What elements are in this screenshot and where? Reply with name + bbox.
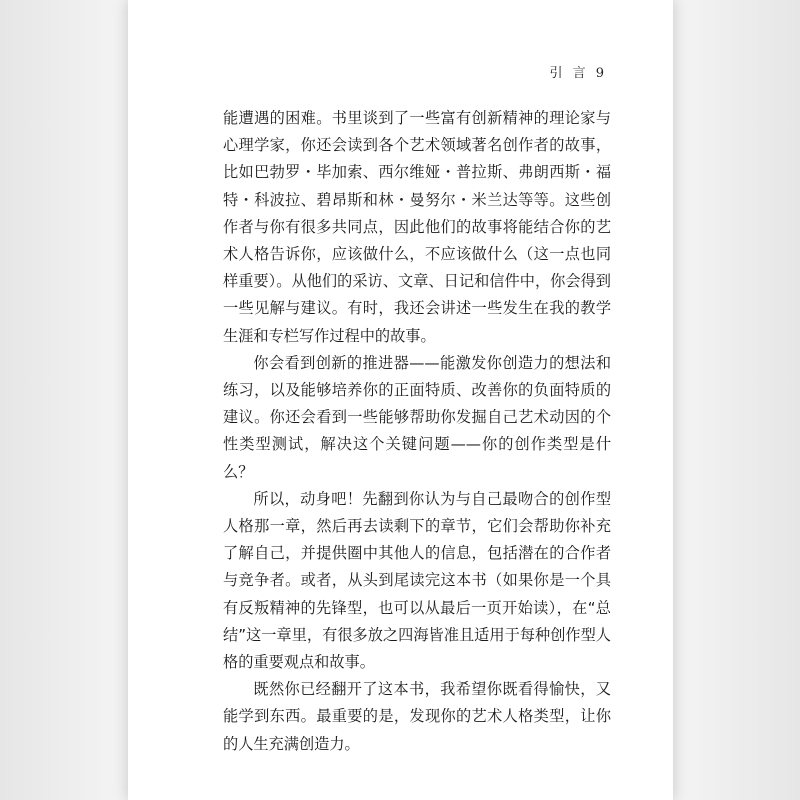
paragraph-3: 所以，动身吧！先翻到你认为与自己最吻合的创作型人格那一章，然后再去读剩下的章节，它们会帮助你补充了解自己，并提供圈中其他人的信息，包括潜在的合作者与竞争者。或者，从头到尾读完这本书（如果你是一个具有反叛精神的先锋型，也可以从最后一页开始读），在“总结”这一章里，有很多放之四海皆准且适用于每种创作型人格的重要观点和故事。 bbox=[223, 489, 611, 672]
paragraph-1: 能遭遇的困难。书里谈到了一些富有创新精神的理论家与心理学家，你还会读到各个艺术领域著名创作者的故事，比如巴勃罗・毕加索、西尔维娅・普拉斯、弗朗西斯・福特・科波拉、碧昂斯和林・曼努尔・米兰达等等。这些创作者与你有很多共同点，因此他们的故事将能结合你的艺术人格告诉你，应该做什么，不应该做什么（这一点也同样重要）。从他们的采访、文章、日记和信件中，你会得到一些见解与建议。有时，我还会讲述一些发生在我的教学生涯和专栏写作过程中的故事。 bbox=[223, 109, 611, 345]
book-page bbox=[128, 0, 673, 800]
body-text bbox=[223, 105, 611, 758]
running-header: 引 言 9 bbox=[549, 66, 607, 81]
paragraph-4: 既然你已经翻开了这本书，我希望你既看得愉快，又能学到东西。最重要的是，发现你的艺术人格类型，让你的人生充满创造力。 bbox=[223, 680, 611, 753]
paragraph-2: 你会看到创新的推进器——能激发你创造力的想法和练习，以及能够培养你的正面特质、改善你的负面特质的建议。你还会看到一些能够帮助你发掘自己艺术动因的个性类型测试，解决这个关键问题——你的创作类型是什么？ bbox=[223, 353, 611, 481]
